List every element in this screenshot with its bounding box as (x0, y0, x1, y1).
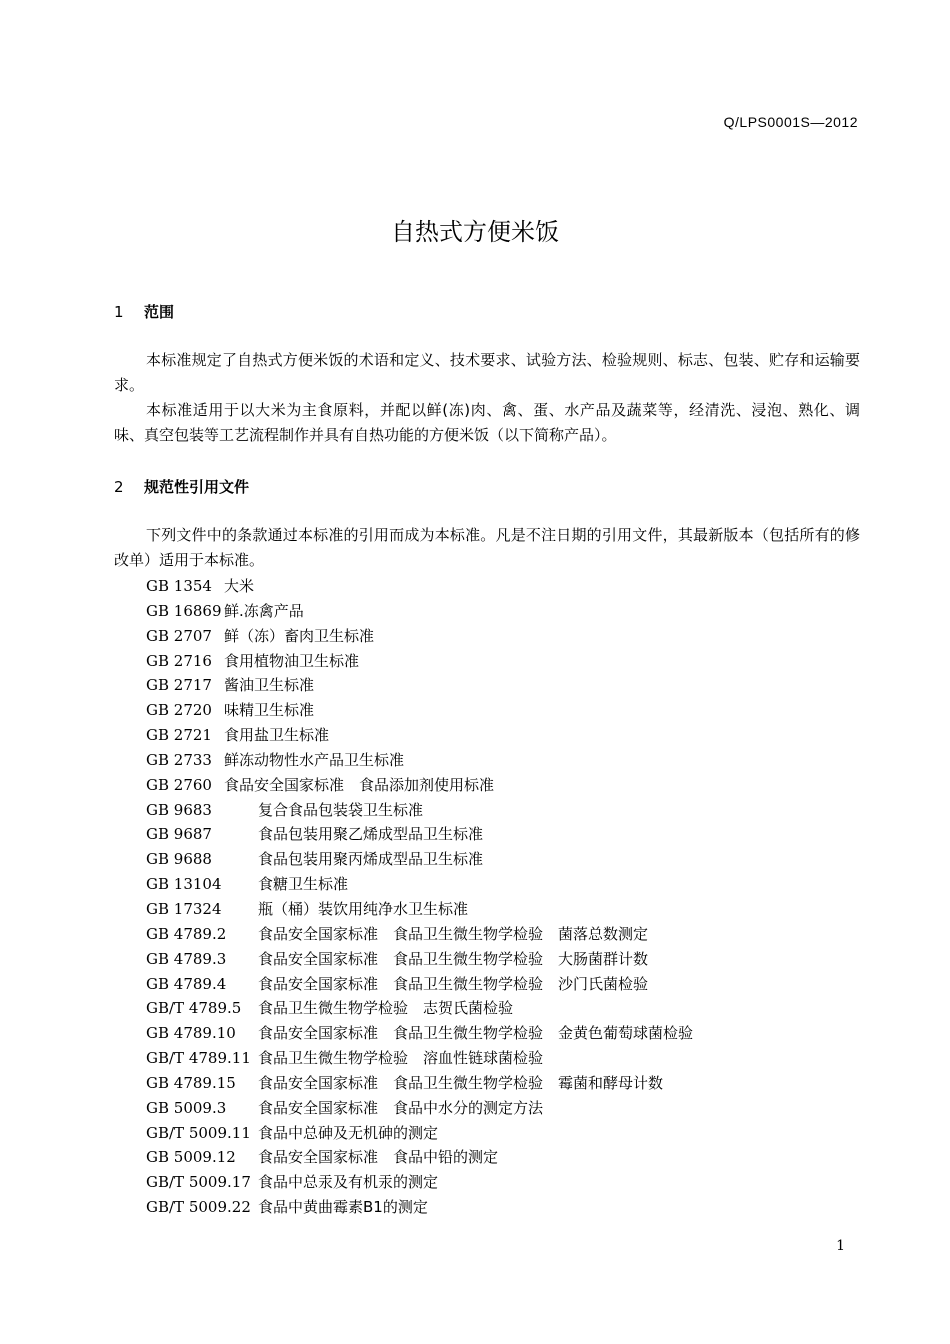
reference-name: 食用植物油卫生标准 (224, 651, 360, 670)
reference-code: GB 16869 (146, 601, 222, 620)
page-number: 1 (836, 1238, 845, 1254)
reference-name: 食糖卫生标准 (258, 875, 349, 894)
reference-item (146, 1021, 693, 1046)
reference-item (146, 897, 693, 922)
reference-name: 食品安全国家标准 食品卫生微生物学检验 沙门氏菌检验 (258, 974, 649, 993)
reference-name: 食品安全国家标准 食品中水分的测定方法 (258, 1098, 544, 1117)
reference-name: 食品安全国家标准 食品卫生微生物学检验 菌落总数测定 (258, 924, 649, 943)
reference-code: GB/T 5009.17 (146, 1173, 251, 1192)
reference-name: 食用盐卫生标准 (224, 726, 330, 745)
reference-item (146, 624, 693, 649)
section-1-number: 1 (114, 303, 124, 321)
reference-item (146, 872, 693, 897)
reference-code: GB 2717 (146, 676, 212, 695)
reference-code: GB 9683 (146, 800, 212, 819)
section-2-number: 2 (114, 478, 124, 496)
reference-code: GB 13104 (146, 875, 222, 894)
section-2-intro: 下列文件中的条款通过本标准的引用而成为本标准。凡是不注日期的引用文件，其最新版本（包括所有的修改单）适用于本标准。 (114, 526, 860, 569)
section-2-heading (114, 476, 249, 497)
reference-name: 鲜.冻禽产品 (224, 601, 304, 620)
reference-name: 瓶（桶）装饮用纯净水卫生标准 (258, 899, 469, 918)
reference-code: GB 2720 (146, 701, 212, 720)
reference-name: 酱油卫生标准 (224, 676, 315, 695)
reference-code: GB 9688 (146, 850, 212, 869)
reference-code: GB 17324 (146, 899, 222, 918)
reference-code: GB 4789.4 (146, 974, 227, 993)
reference-name: 鲜（冻）畜肉卫生标准 (224, 626, 375, 645)
reference-code: GB 9687 (146, 825, 212, 844)
reference-item (146, 599, 693, 624)
reference-item (146, 649, 693, 674)
reference-item (146, 673, 693, 698)
reference-item (146, 1145, 693, 1170)
reference-item (146, 698, 693, 723)
reference-name: 食品安全国家标准 食品添加剂使用标准 (224, 775, 495, 794)
reference-code: GB 4789.3 (146, 949, 227, 968)
reference-code: GB 2721 (146, 726, 212, 745)
reference-list (146, 574, 693, 1220)
reference-code: GB 2707 (146, 626, 212, 645)
reference-name: 味精卫生标准 (224, 701, 315, 720)
reference-code: GB/T 5009.22 (146, 1198, 251, 1217)
reference-name: 食品中黄曲霉素B1的测定 (258, 1198, 428, 1217)
reference-item (146, 847, 693, 872)
reference-code: GB 2760 (146, 775, 212, 794)
reference-item (146, 1046, 693, 1071)
reference-item (146, 822, 693, 847)
reference-code: GB/T 4789.5 (146, 999, 242, 1018)
section-1-paragraph-1: 本标准规定了自热式方便米饭的术语和定义、技术要求、试验方法、检验规则、标志、包装、贮存和运输要求。 (114, 351, 860, 394)
reference-code: GB 4789.15 (146, 1073, 236, 1092)
reference-name: 食品安全国家标准 食品卫生微生物学检验 霉菌和酵母计数 (258, 1073, 664, 1092)
reference-name: 食品中总砷及无机砷的测定 (258, 1123, 439, 1142)
reference-code: GB 4789.2 (146, 924, 227, 943)
reference-code: GB/T 5009.11 (146, 1123, 251, 1142)
reference-item (146, 922, 693, 947)
reference-item (146, 723, 693, 748)
reference-name: 食品包装用聚乙烯成型品卫生标准 (258, 825, 484, 844)
reference-item (146, 748, 693, 773)
reference-item (146, 1096, 693, 1121)
section-2-title: 规范性引用文件 (144, 478, 250, 496)
reference-item (146, 947, 693, 972)
reference-item (146, 1071, 693, 1096)
section-1-heading (114, 301, 174, 322)
reference-name: 食品卫生微生物学检验 志贺氏菌检验 (258, 999, 514, 1018)
reference-code: GB 2716 (146, 651, 212, 670)
reference-name: 食品卫生微生物学检验 溶血性链球菌检验 (258, 1049, 544, 1068)
reference-code: GB 5009.12 (146, 1148, 236, 1167)
reference-item (146, 773, 693, 798)
reference-item (146, 1121, 693, 1146)
standard-code: Q/LPS0001S—2012 (723, 114, 858, 130)
reference-item (146, 972, 693, 997)
reference-item (146, 1195, 693, 1220)
reference-item (146, 798, 693, 823)
reference-name: 复合食品包装袋卫生标准 (258, 800, 424, 819)
reference-code: GB 1354 (146, 577, 212, 595)
reference-name: 大米 (224, 577, 255, 595)
reference-item (146, 574, 693, 599)
reference-code: GB 2733 (146, 750, 212, 769)
reference-code: GB/T 4789.11 (146, 1049, 251, 1068)
page-title: 自热式方便米饭 (391, 218, 559, 246)
reference-code: GB 4789.10 (146, 1024, 236, 1043)
reference-name: 食品中总汞及有机汞的测定 (258, 1173, 439, 1192)
reference-item (146, 996, 693, 1021)
reference-name: 食品包装用聚丙烯成型品卫生标准 (258, 850, 484, 869)
reference-code: GB 5009.3 (146, 1098, 227, 1117)
reference-item (146, 1170, 693, 1195)
reference-name: 鲜冻动物性水产品卫生标准 (224, 750, 405, 769)
reference-name: 食品安全国家标准 食品卫生微生物学检验 金黄色葡萄球菌检验 (258, 1024, 694, 1043)
reference-name: 食品安全国家标准 食品卫生微生物学检验 大肠菌群计数 (258, 949, 649, 968)
section-1-title: 范围 (144, 303, 175, 321)
reference-name: 食品安全国家标准 食品中铅的测定 (258, 1148, 499, 1167)
section-1-paragraph-2: 本标准适用于以大米为主食原料，并配以鲜(冻)肉、禽、蛋、水产品及蔬菜等，经清洗、浸泡、熟化、调味、真空包装等工艺流程制作并具有自热功能的方便米饭（以下简称产品）。 (114, 401, 860, 444)
